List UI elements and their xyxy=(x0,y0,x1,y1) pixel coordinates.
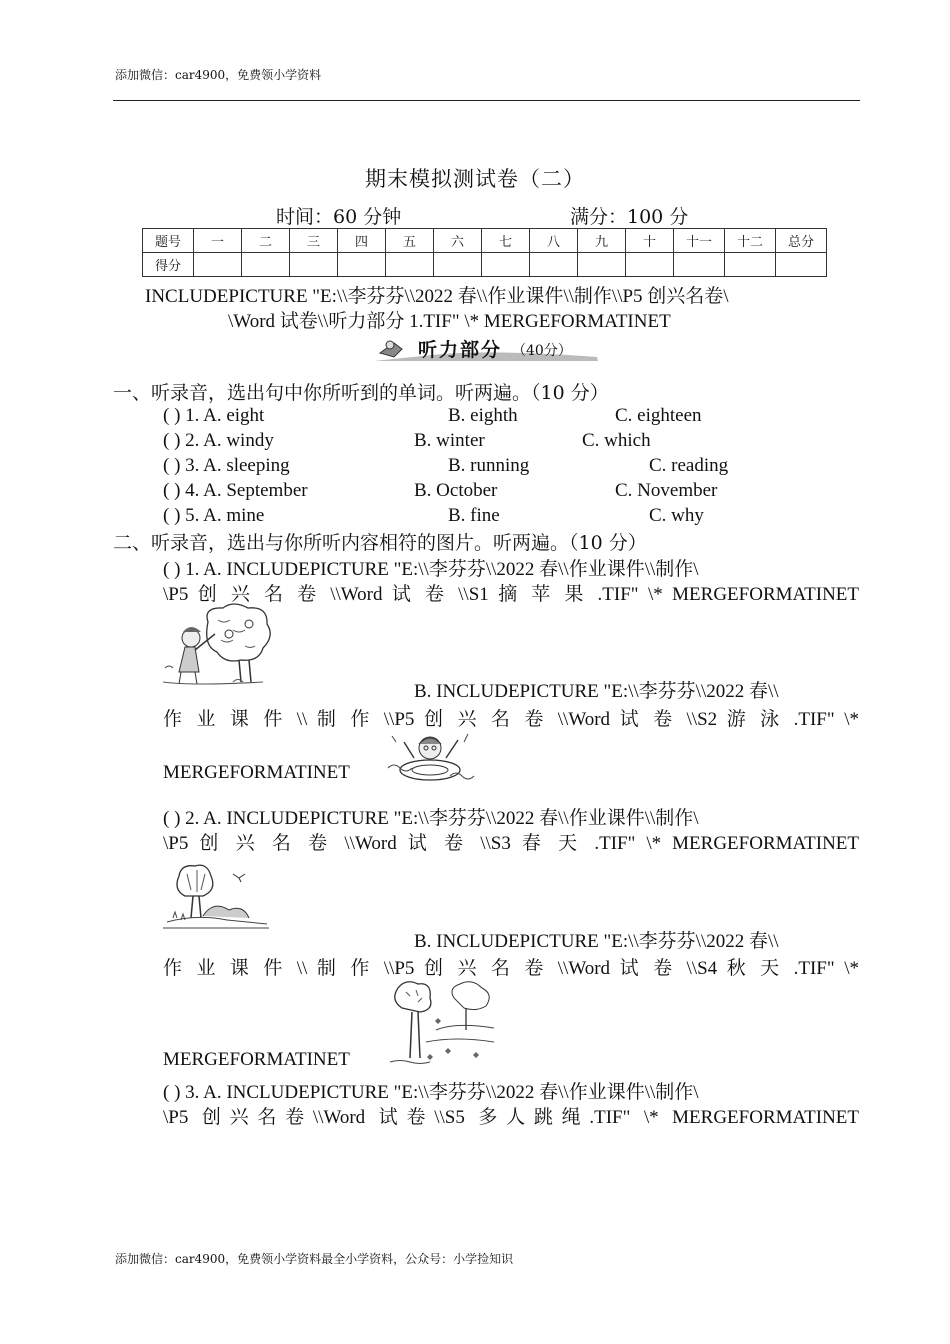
exam-time: 时间：60 分钟 xyxy=(276,206,402,228)
include-field-line: \P5 创 兴 名 卷 \\Word 试 卷 \\S1 摘 苹 果 .TIF" \* MERGEFORMATINET xyxy=(163,584,859,605)
score-input-cell[interactable] xyxy=(578,253,626,277)
banner-label: 听力部分 xyxy=(418,339,503,361)
question-number: ( ) 3. A. sleeping xyxy=(163,455,290,476)
score-input-cell[interactable] xyxy=(290,253,338,277)
table-cell: 十一 xyxy=(674,229,725,253)
picking-apples-picture-icon xyxy=(163,602,273,688)
footer-note: 添加微信：car4900，免费领小学资料最全小学资料，公众号：小学捡知识 xyxy=(115,1252,514,1266)
score-input-cell[interactable] xyxy=(482,253,530,277)
table-cell: 十二 xyxy=(725,229,776,253)
score-input-cell[interactable] xyxy=(434,253,482,277)
include-field-line: MERGEFORMATINET xyxy=(163,1049,350,1070)
score-table-score-row xyxy=(143,253,827,277)
banner-points: （40分） xyxy=(512,343,572,359)
table-cell: 题号 xyxy=(143,229,194,253)
option-c: C. eighteen xyxy=(615,405,702,426)
header-divider xyxy=(113,100,860,101)
option-b: B. winter xyxy=(414,430,485,451)
include-field-line: MERGEFORMATINET xyxy=(163,762,350,783)
score-input-cell[interactable] xyxy=(674,253,725,277)
swimming-picture-icon xyxy=(384,728,476,784)
option-b: B. October xyxy=(414,480,498,501)
score-input-cell[interactable] xyxy=(386,253,434,277)
score-input-cell[interactable] xyxy=(776,253,827,277)
include-field-line: 作 业 课 件 \\ 制 作 \\P5 创 兴 名 卷 \\Word 试 卷 \\S4 秋 天 .TIF" \* xyxy=(163,958,859,979)
table-cell: 总分 xyxy=(776,229,827,253)
table-cell: 七 xyxy=(482,229,530,253)
table-cell: 一 xyxy=(194,229,242,253)
include-field-line: ( ) 2. A. INCLUDEPICTURE "E:\\李芬芬\\2022 春\\作业课件\\制作\ xyxy=(163,808,699,829)
include-field-line: ( ) 3. A. INCLUDEPICTURE "E:\\李芬芬\\2022 春\\作业课件\\制作\ xyxy=(163,1082,699,1103)
question-number: ( ) 5. A. mine xyxy=(163,505,265,526)
score-input-cell[interactable] xyxy=(194,253,242,277)
option-b: B. running xyxy=(448,455,530,476)
table-cell: 十 xyxy=(626,229,674,253)
table-cell: 九 xyxy=(578,229,626,253)
question-number: ( ) 4. A. September xyxy=(163,480,308,501)
include-field-line: \P5 创兴名卷\\Word 试卷\\S5 多人跳绳.TIF" \* MERGEFORMATINET xyxy=(163,1107,859,1128)
score-input-cell[interactable] xyxy=(530,253,578,277)
table-cell: 五 xyxy=(386,229,434,253)
listening-section-banner xyxy=(372,335,602,365)
table-cell: 二 xyxy=(242,229,290,253)
score-table xyxy=(142,228,827,277)
include-field-line: \P5 创 兴 名 卷 \\Word 试 卷 \\S3 春 天 .TIF" \* MERGEFORMATINET xyxy=(163,833,859,854)
include-field-line: 作 业 课 件 \\ 制 作 \\P5 创 兴 名 卷 \\Word 试 卷 \\S2 游 泳 .TIF" \* xyxy=(163,709,859,730)
score-input-cell[interactable] xyxy=(338,253,386,277)
score-table-header-row xyxy=(143,229,827,253)
score-input-cell[interactable] xyxy=(242,253,290,277)
table-cell: 四 xyxy=(338,229,386,253)
table-cell: 三 xyxy=(290,229,338,253)
include-field-line: INCLUDEPICTURE "E:\\李芬芬\\2022 春\\作业课件\\制作\\P5 创兴名卷\ xyxy=(145,286,729,307)
include-field-line: B. INCLUDEPICTURE "E:\\李芬芬\\2022 春\\ xyxy=(414,931,779,952)
option-c: C. which xyxy=(582,430,651,451)
spring-picture-icon xyxy=(163,860,273,932)
exam-full-score: 满分：100 分 xyxy=(570,206,689,228)
autumn-picture-icon xyxy=(386,978,496,1068)
table-cell: 六 xyxy=(434,229,482,253)
option-b: B. fine xyxy=(448,505,500,526)
question-number: ( ) 1. A. eight xyxy=(163,405,265,426)
question-number: ( ) 2. A. windy xyxy=(163,430,274,451)
option-c: C. why xyxy=(649,505,704,526)
include-field-line: B. INCLUDEPICTURE "E:\\李芬芬\\2022 春\\ xyxy=(414,681,779,702)
include-field-line: ( ) 1. A. INCLUDEPICTURE "E:\\李芬芬\\2022 春\\作业课件\\制作\ xyxy=(163,559,699,580)
option-c: C. November xyxy=(615,480,718,501)
option-c: C. reading xyxy=(649,455,729,476)
table-cell: 得分 xyxy=(143,253,194,277)
exam-title: 期末模拟测试卷（二） xyxy=(365,167,585,191)
score-input-cell[interactable] xyxy=(626,253,674,277)
table-cell: 八 xyxy=(530,229,578,253)
part1-heading: 一、听录音，选出句中你所听到的单词。听两遍。（10 分） xyxy=(113,382,609,404)
include-field-line: \Word 试卷\\听力部分 1.TIF" \* MERGEFORMATINET xyxy=(228,311,671,332)
score-input-cell[interactable] xyxy=(725,253,776,277)
header-note: 添加微信：car4900，免费领小学资料 xyxy=(115,68,322,82)
part2-heading: 二、听录音，选出与你所听内容相符的图片。听两遍。（10 分） xyxy=(113,532,647,554)
option-b: B. eighth xyxy=(448,405,518,426)
